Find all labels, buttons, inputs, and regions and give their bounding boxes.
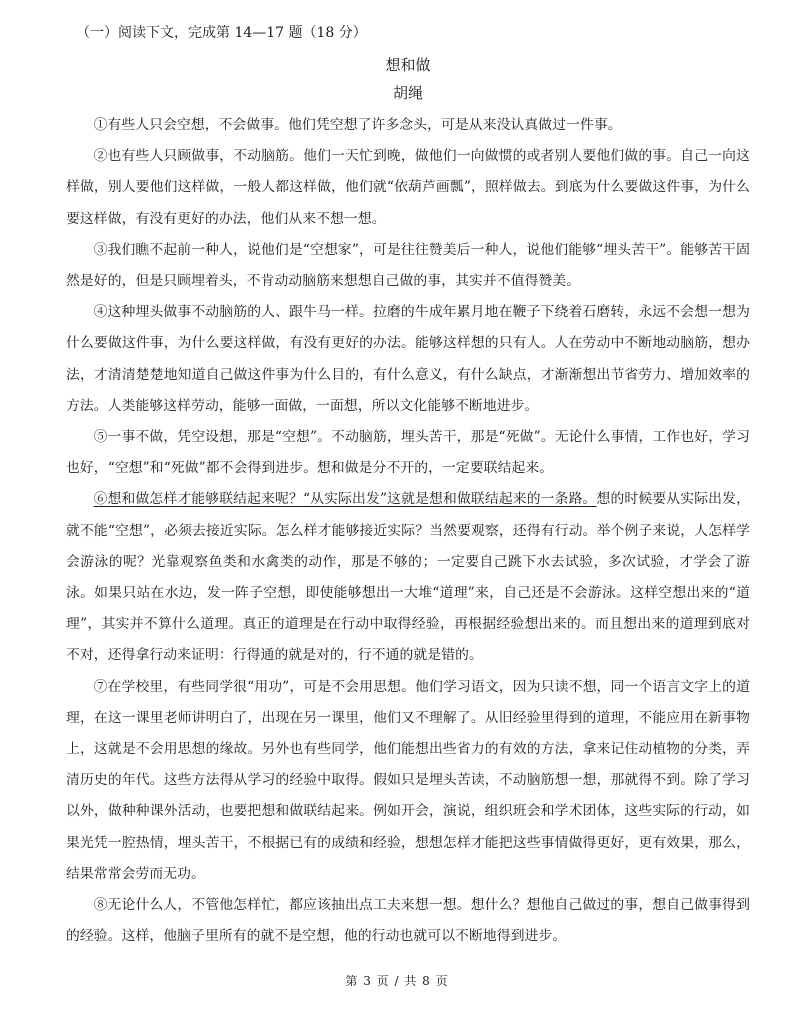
paragraph-4: ④这种埋头做事不动脑筋的人、跟牛马一样。拉磨的牛成年累月地在鞭子下绕着石磨转，永远不会想一想为什么要做这件事，为什么要这样做，有没有更好的办法。能够这样想的只有人。人在劳动中不断地动脑筋，想办法，才清清楚楚地知道自己做这件事为什么目的，有什么意义，有什么缺点，才渐渐想出节省劳力、增加效率的方法。人类能够这样劳动，能够一面做，一面想，所以文化能够不断地进步。: [66, 304, 750, 414]
paragraph-6: [66, 484, 750, 671]
paragraph-7: ⑦在学校里，有些同学很“用功”，可是不会用思想。他们学习语文，因为只读不想，同一个语言文字上的道理，在这一课里老师讲明白了，出现在另一课里，他们又不理解了。从旧经验里得到的道理，不能应用在新事物上，这就是不会用思想的缘故。另外也有些同学，他们能想出些省力的有效的方法，拿来记住动植物的分类，弄清历史的年代。这些方法得从学习的经验中取得。假如只是埋头苦读，不动脑筋想一想，那就得不到。除了学习以外，做种种课外活动，也要把想和做联结起来。例如开会，演说，组织班会和学术团体，这些实际的行动，如果光凭一腔热情，埋头苦干，不根据已有的成绩和经验，想想怎样才能把这些事情做得更好，更有效果，那么，结果常常会劳而无功。: [66, 678, 750, 882]
paragraph-2: ②也有些人只顾做事，不动脑筋。他们一天忙到晚，做他们一向做惯的或者别人要他们做的事。自己一向这样做，别人要他们这样做，一般人都这样做，他们就“依葫芦画瓢”，照样做去。到底为什么要做这件事，为什么要这样做，有没有更好的办法，他们从来不想一想。: [66, 148, 750, 227]
article-title: 想和做: [385, 56, 431, 74]
paragraph-1: ①有些人只会空想，不会做事。他们凭空想了许多念头，可是从来没认真做过一件事。: [93, 117, 622, 133]
article-author: 胡绳: [392, 84, 423, 102]
section-header: （一）阅读下文，完成第 14—17 题（18 分）: [76, 25, 367, 41]
paragraph-8: ⑧无论什么人，不管他怎样忙，都应该抽出点工夫来想一想。想什么？想他自己做过的事，想自己做事得到的经验。这样，他脑子里所有的就不是空想，他的行动也就可以不断地得到进步。: [66, 897, 750, 945]
paragraph-3: ③我们瞧不起前一种人，说他们是“空想家”，可是往往赞美后一种人，说他们能够“埋头苦干”。能够苦干固然是好的，但是只顾埋着头，不肯动动脑筋来想想自己做的事，其实并不值得赞美。: [66, 241, 750, 290]
page-footer: 第 3 页 / 共 8 页: [345, 974, 449, 988]
paragraph-6-rest: 想的时候要从实际出发，就不能“空想”，必须去接近实际。怎么样才能够接近实际？当然要观察，还得有行动。举个例子来说，人怎样学会游泳的呢？光靠观察鱼类和水禽类的动作，那是不够的；一定要自己跳下水去试验，多次试验，才学会了游泳。如果只站在水边，发一阵子空想，即使能够想出一大堆“道理”来，自己还是不会游泳。这样空想出来的“道理”，其实并不算什么道理。真正的道理是在行动中取得经验，再根据经验想出来的。而且想出来的道理到底对不对，还得拿行动来证明：行得通的就是对的，行不通的就是错的。: [66, 491, 750, 664]
paragraph-5: ⑤一事不做，凭空设想，那是“空想”。不动脑筋，埋头苦干，那是“死做”。无论什么事情，工作也好，学习也好，“空想”和“死做”都不会得到进步。想和做是分不开的，一定要联结起来。: [66, 429, 750, 477]
paragraph-6-underlined-sentence: ⑥想和做怎样才能够联结起来呢？“从实际出发”这就是想和做联结起来的一条路。: [93, 491, 597, 508]
